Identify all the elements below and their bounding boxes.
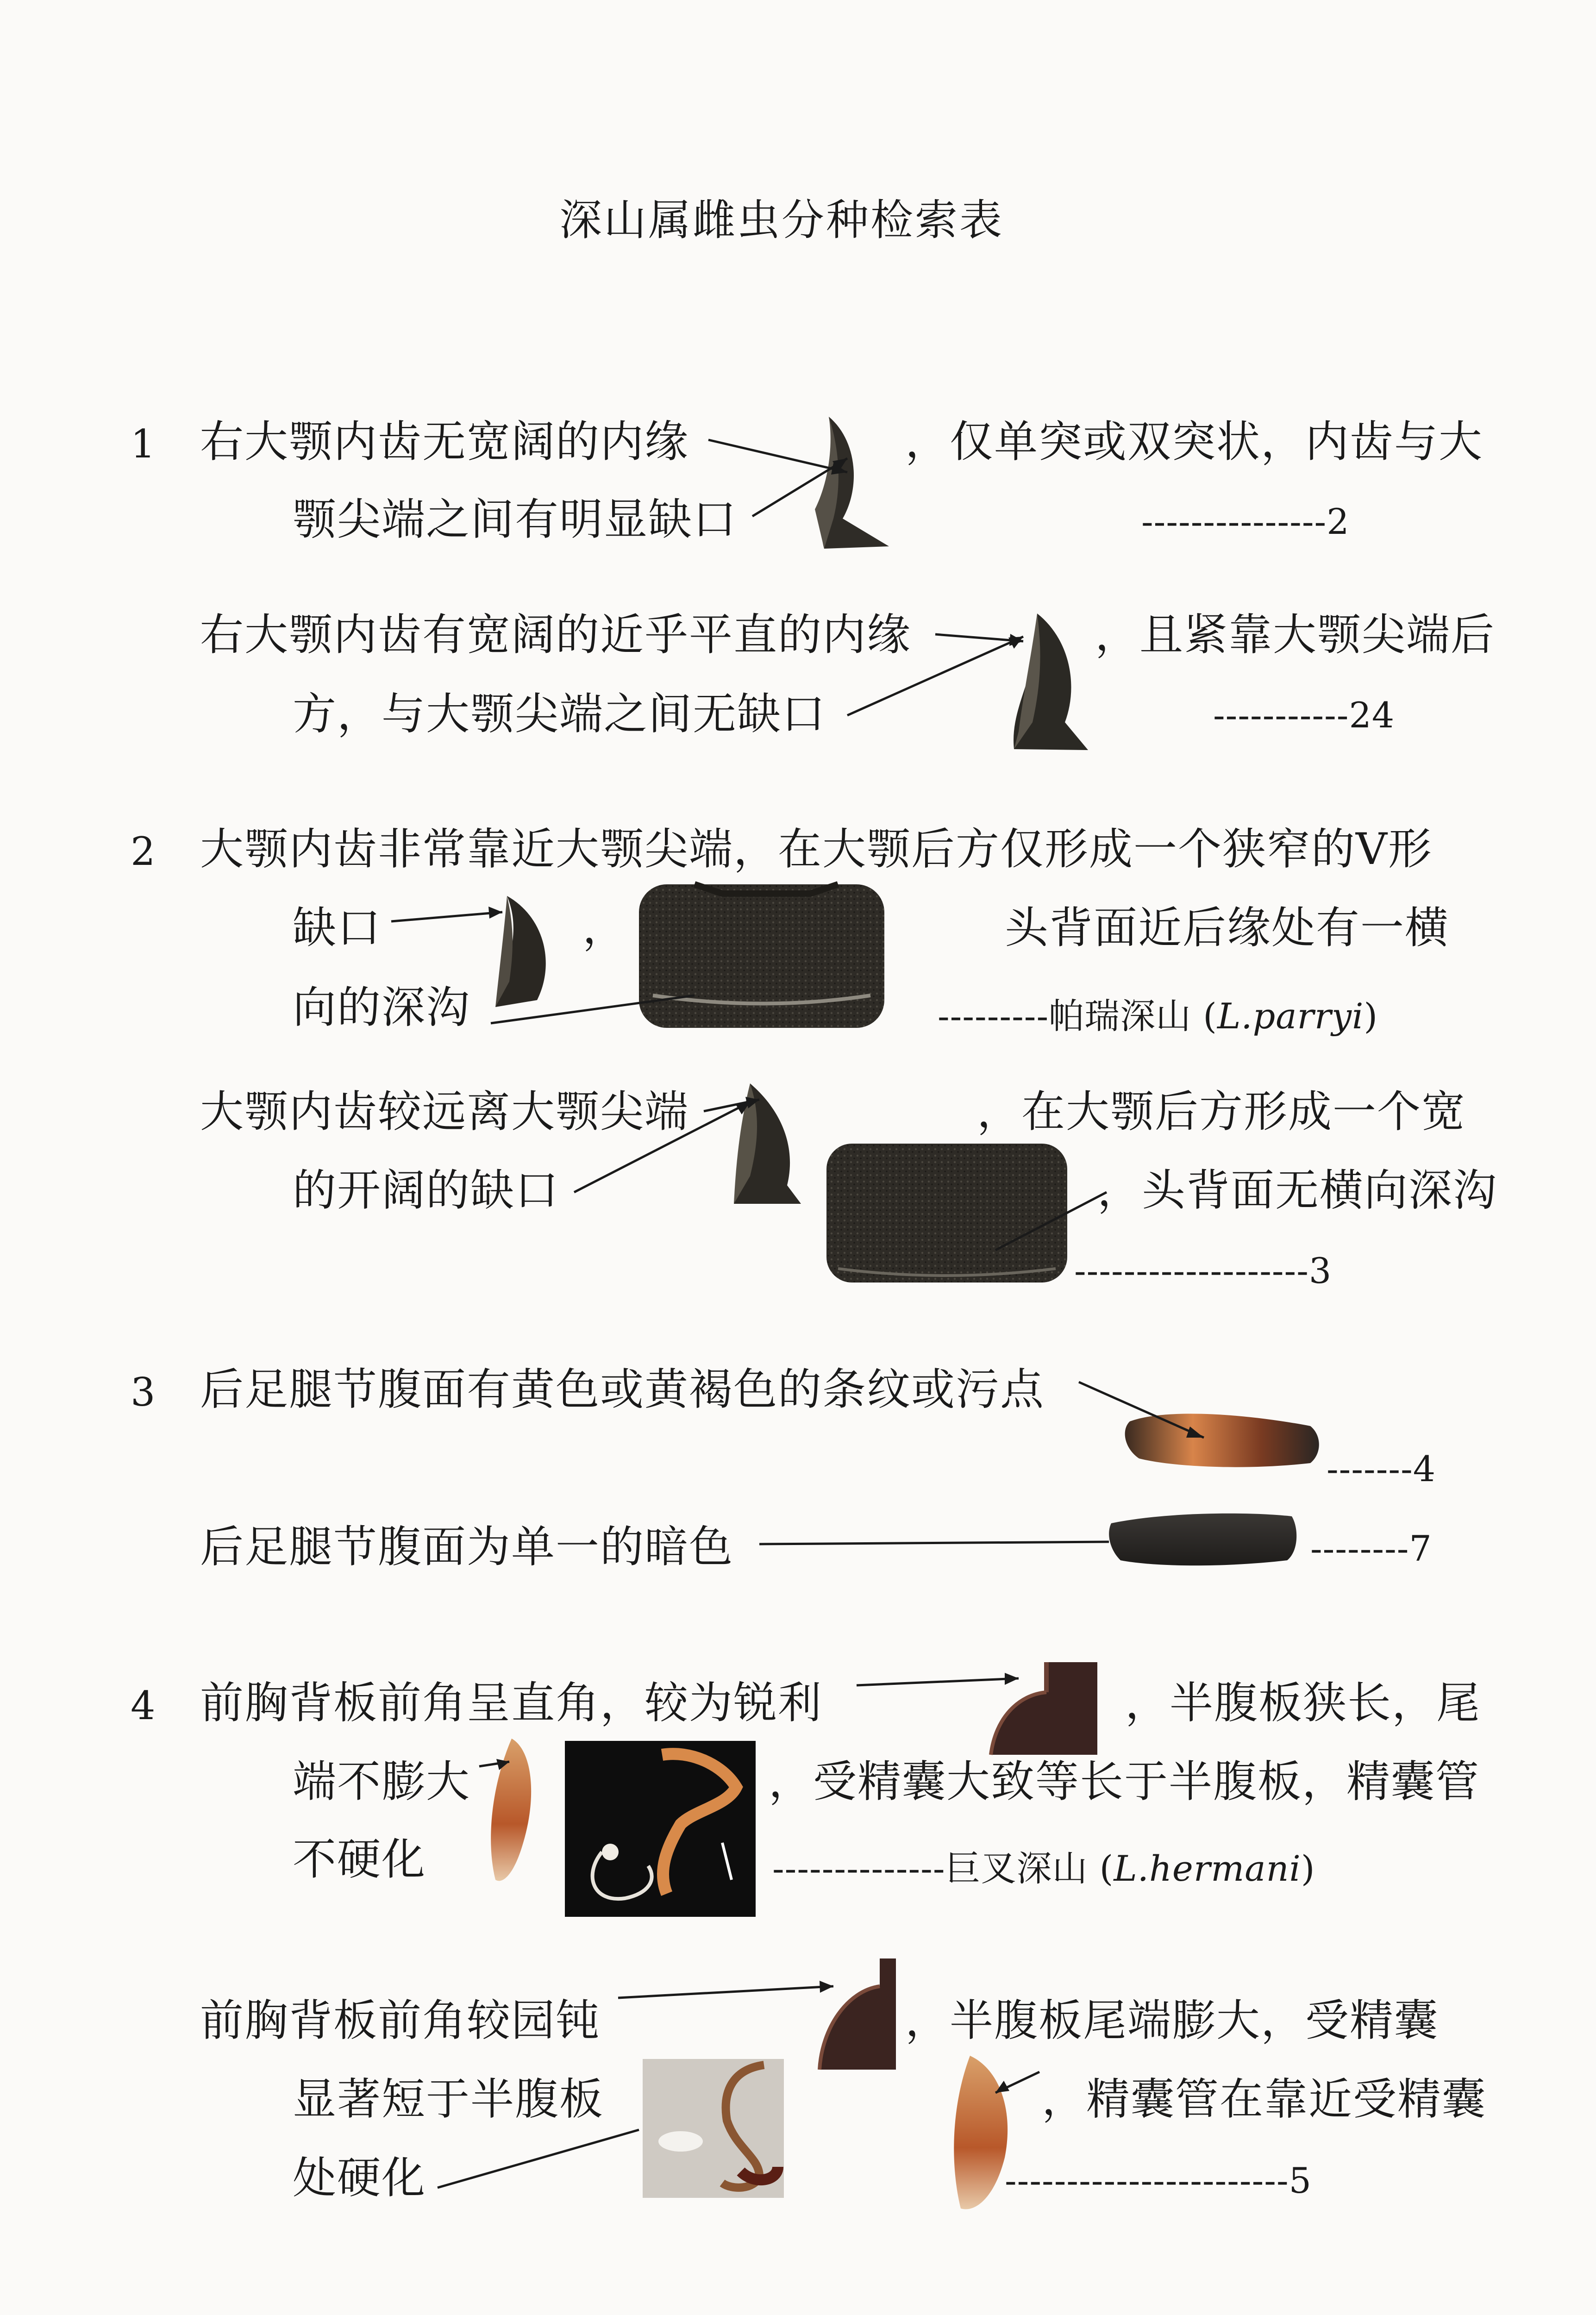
femur-photo-3a <box>1125 1414 1319 1467</box>
head-photo-2b <box>826 1144 1067 1283</box>
head-photo-2a <box>639 884 884 1028</box>
couplet-2a-text-line2-end: 头背面近后缘处有一横 <box>1005 903 1450 953</box>
couplet-number-3: 3 <box>131 1370 156 1415</box>
couplet-2a-text-line3: 向的深沟 <box>293 982 471 1033</box>
couplet-1b-lead: -----------24 <box>1213 694 1395 736</box>
couplet-2b-text-line1: 大颚内齿较远离大颚尖端 <box>200 1087 689 1137</box>
hemisternite-photo-4b <box>954 2056 1008 2209</box>
couplet-number-2: 2 <box>131 829 156 874</box>
couplet-number-4: 4 <box>131 1683 156 1728</box>
pronotum-photo-4b <box>820 1958 896 2070</box>
couplet-1b-text-line2: 方，与大颚尖端之间无缺口 <box>293 689 826 739</box>
couplet-3b-text-line1: 后足腿节腹面为单一的暗色 <box>200 1522 734 1572</box>
page-title: 深山属雌虫分种检索表 <box>559 195 1004 245</box>
couplet-1a-text-line1-end: ，仅单突或双突状，内齿与大 <box>905 417 1483 467</box>
pointer-lines <box>391 440 1204 2188</box>
couplet-1b-text-line1-end: ，且紧靠大颚尖端后 <box>1095 610 1496 660</box>
couplet-4b-text-line2-end: ，精囊管在靠近受精囊 <box>1042 2074 1487 2125</box>
spermatheca-photo-4a <box>565 1741 756 1917</box>
couplet-2a-text-line1: 大颚内齿非常靠近大颚尖端，在大颚后方仅形成一个狭窄的V形 <box>200 824 1433 875</box>
couplet-3a-text-line1: 后足腿节腹面有黄色或黄褐色的条纹或污点 <box>200 1364 1045 1415</box>
couplet-2a-close: ) <box>1364 995 1378 1037</box>
couplet-4a-lead-text: --------------巨叉深山 ( <box>772 1848 1114 1889</box>
couplet-1a-text-line1: 右大颚内齿无宽阔的内缘 <box>200 417 689 467</box>
couplet-4a-text-line1: 前胸背板前角呈直角，较为锐利 <box>200 1678 823 1728</box>
couplet-4a-text-line2-end: ，受精囊大致等长于半腹板，精囊管 <box>769 1757 1480 1807</box>
couplet-4a-close: ) <box>1301 1848 1315 1889</box>
couplet-4b-text-line3: 处硬化 <box>293 2153 426 2203</box>
couplet-4a-text-line3: 不硬化 <box>293 1834 426 1885</box>
species-name-parryi: L.parryi <box>1217 995 1364 1037</box>
mandible-photo-1b <box>1014 613 1088 750</box>
couplet-2b-text-line2-end: ，头背面无横向深沟 <box>1097 1165 1498 1216</box>
couplet-2b-lead: -------------------3 <box>1074 1250 1332 1291</box>
mandible-photo-2a <box>495 896 546 1007</box>
couplet-4b-text-line2: 显著短于半腹板 <box>293 2074 604 2125</box>
couplet-2a-lead-text: ---------帕瑞深山 ( <box>938 995 1217 1037</box>
couplet-3a-lead: -------4 <box>1327 1448 1436 1489</box>
couplet-4a-text-line1-end: ，半腹板狭长，尾 <box>1125 1678 1481 1728</box>
couplet-2a-comma: ， <box>582 903 627 953</box>
couplet-1a-lead: ---------------2 <box>1141 501 1350 542</box>
couplet-4a-text-line2: 端不膨大 <box>293 1757 471 1807</box>
mandible-photo-2b <box>734 1083 801 1204</box>
couplet-4b-text-line1: 前胸背板前角较园钝 <box>200 1996 601 2046</box>
mandible-photo-1a <box>815 417 889 549</box>
couplet-1b-text-line1: 右大颚内齿有宽阔的近乎平直的内缘 <box>200 610 912 660</box>
femur-photo-3b <box>1109 1514 1296 1565</box>
couplet-3b-lead: --------7 <box>1310 1528 1432 1569</box>
couplet-2b-text-line2: 的开阔的缺口 <box>293 1165 560 1216</box>
species-name-hermani: L.hermani <box>1114 1848 1301 1889</box>
couplet-4b-lead: -----------------------5 <box>1005 2160 1312 2201</box>
couplet-2b-text-line1-end: ，在大颚后方形成一个宽 <box>977 1087 1466 1137</box>
couplet-4b-text-line1-end: ，半腹板尾端膨大，受精囊 <box>905 1996 1439 2046</box>
couplet-2a-text-line2: 缺口 <box>293 903 382 953</box>
sperm-duct-photo-4b <box>643 2059 784 2198</box>
couplet-number-1: 1 <box>131 421 156 467</box>
couplet-1a-text-line2: 颚尖端之间有明显缺口 <box>293 494 738 545</box>
